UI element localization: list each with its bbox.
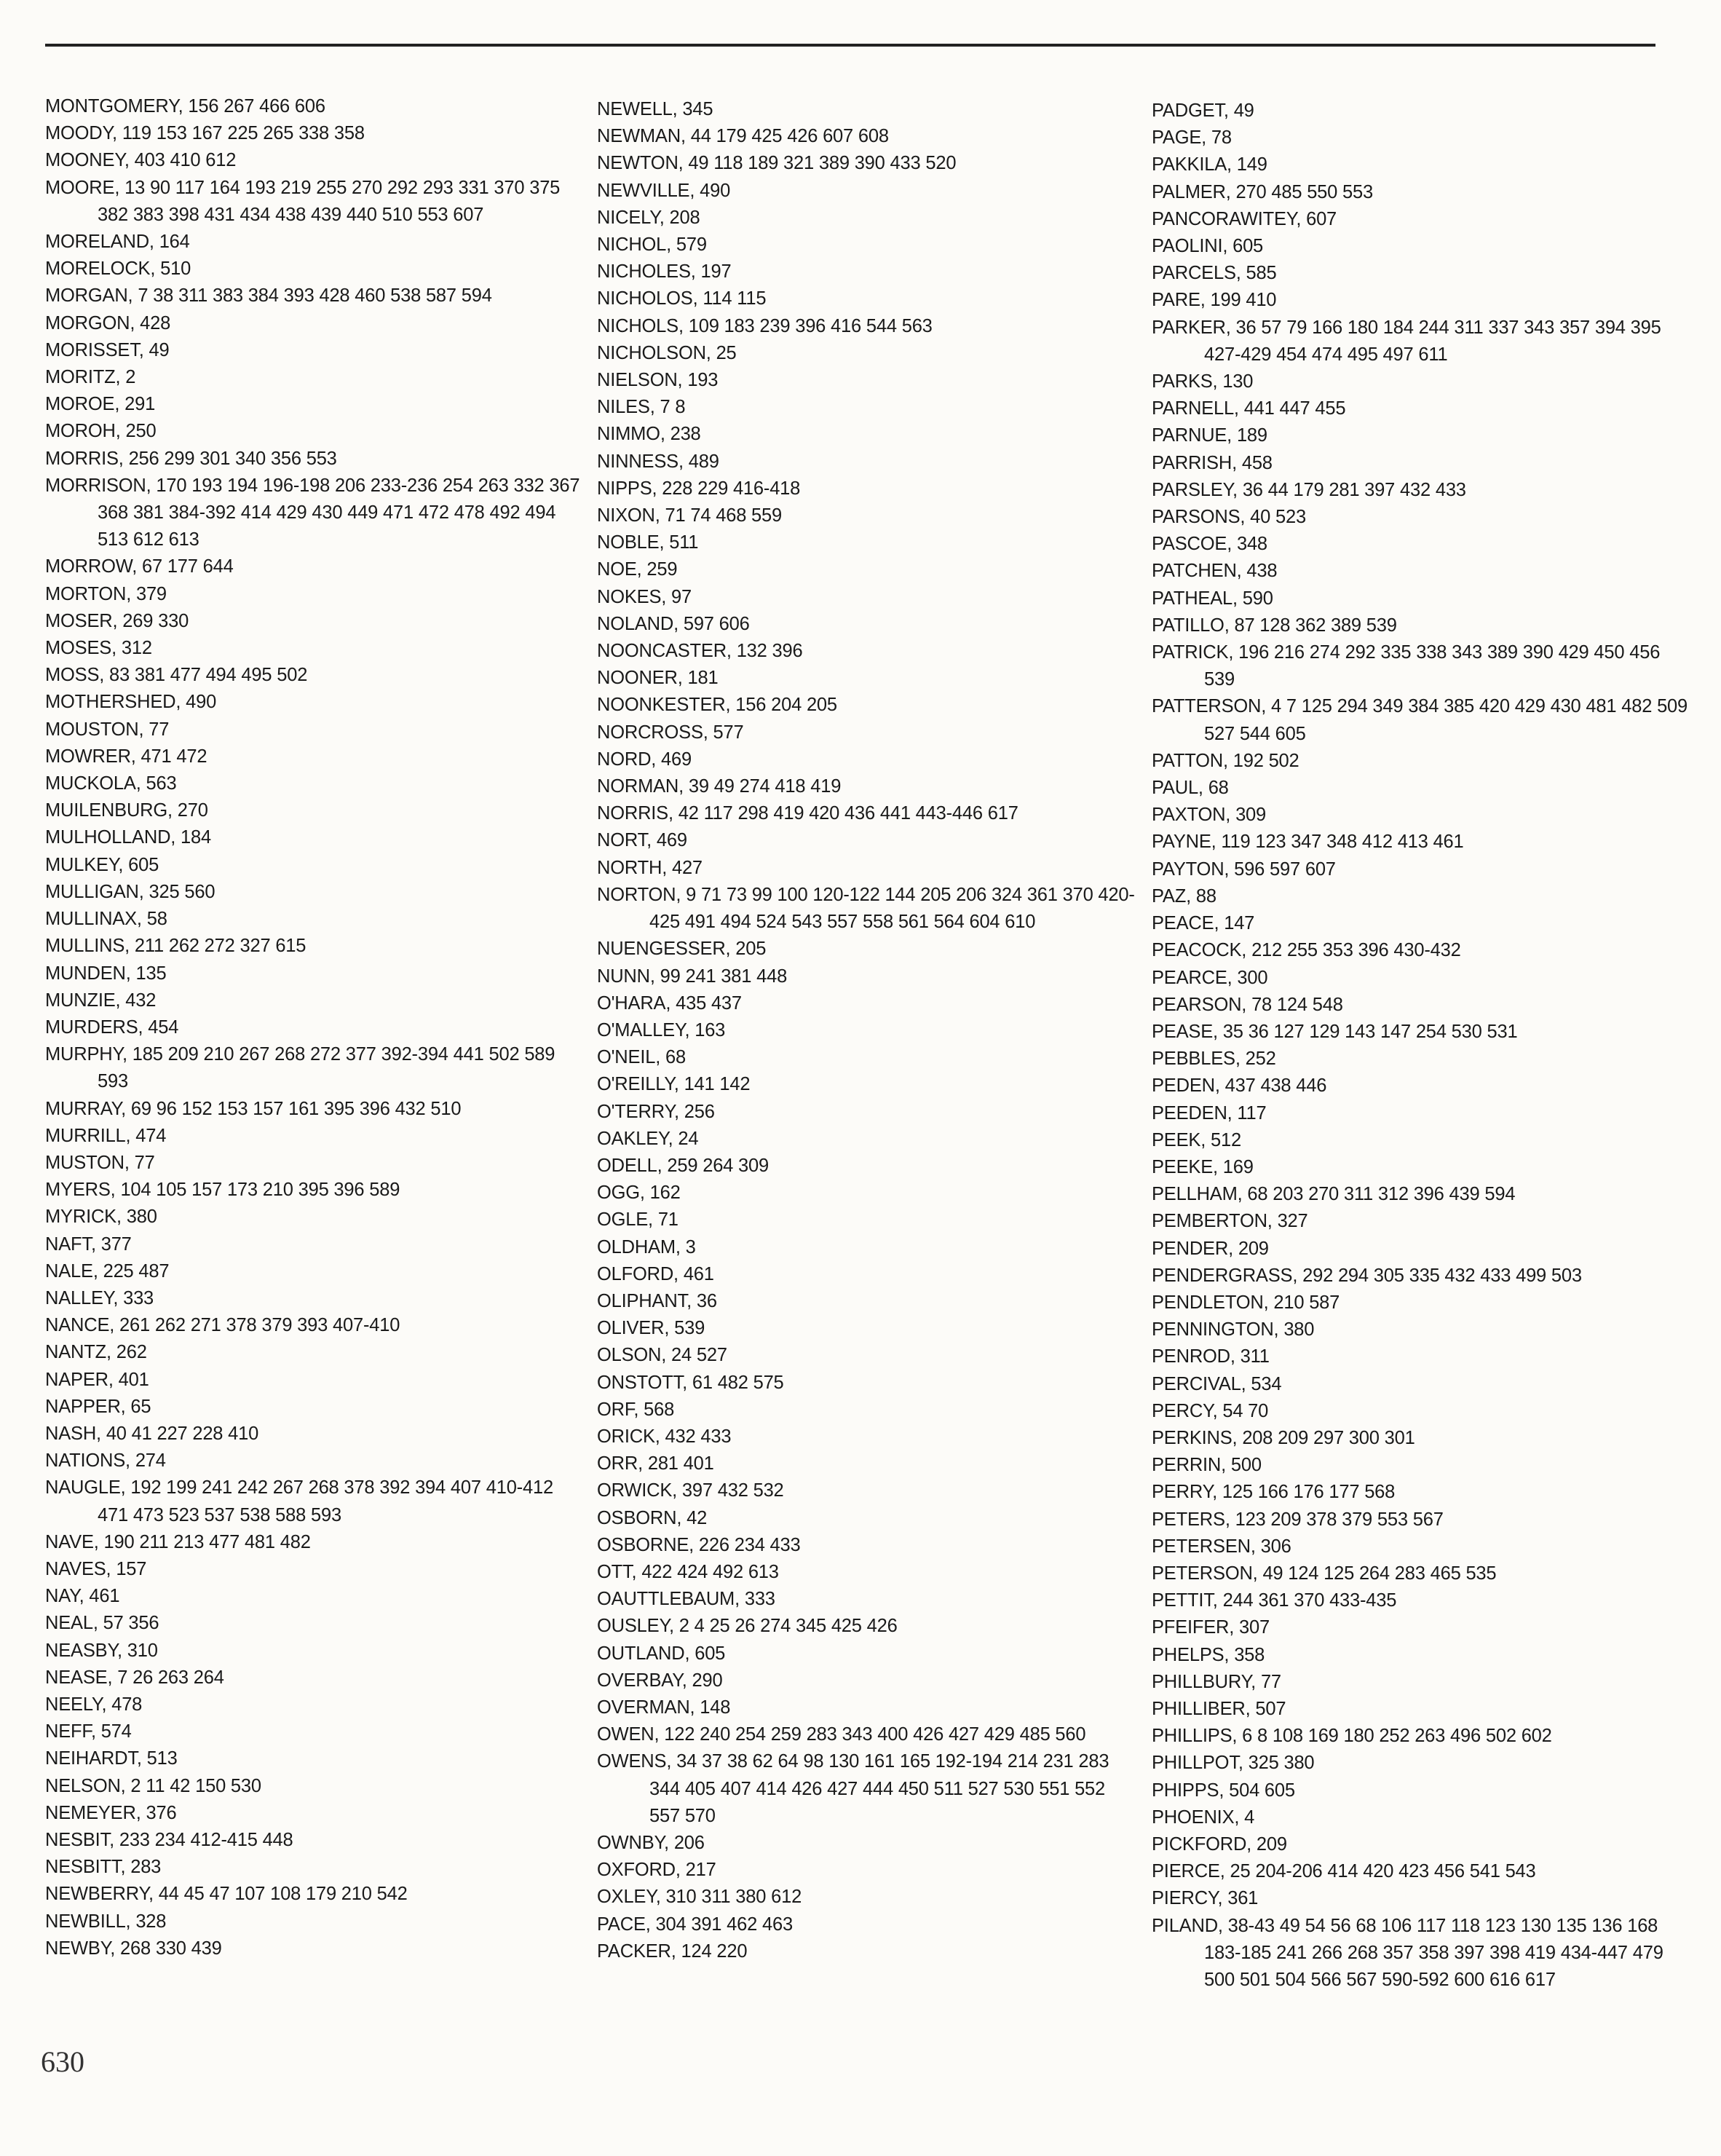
index-entry: NELSON, 2 11 42 150 530 [45, 1775, 261, 1796]
index-entry: PARCELS, 585 [1152, 263, 1277, 284]
index-entry: MOSS, 83 381 477 494 495 502 [45, 665, 308, 686]
index-entry: NORMAN, 39 49 274 418 419 [597, 776, 842, 797]
index-entry: NICHOLS, 109 183 239 396 416 544 563 [597, 315, 933, 336]
index-entry: PERKINS, 208 209 297 300 301 [1152, 1427, 1415, 1448]
index-column-1 [45, 93, 584, 1962]
index-entry: MOTHERSHED, 490 [45, 692, 217, 713]
index-entry: NOONCASTER, 132 396 [597, 641, 803, 662]
index-entry: OWNBY, 206 [597, 1833, 705, 1853]
index-entry: MOSES, 312 [45, 638, 152, 659]
index-entry: PAXTON, 309 [1152, 805, 1267, 826]
index-entry: MORRISON, 170 193 194 196-198 206 233-236 254 263 332 367 368 381 384-392 414 429 430 449 471 472 478 492 494 513 612 613 [45, 475, 580, 550]
index-entry: ONSTOTT, 61 482 575 [597, 1372, 784, 1393]
index-entry: PHOENIX, 4 [1152, 1806, 1255, 1828]
index-entry: PAYTON, 596 597 607 [1152, 858, 1336, 880]
index-entry: NEWTON, 49 118 189 321 389 390 433 520 [597, 153, 957, 174]
index-entry: MUSTON, 77 [45, 1152, 155, 1173]
index-entry: OGG, 162 [597, 1182, 681, 1204]
index-entry: OLSON, 24 527 [597, 1345, 727, 1366]
index-entry: NEFF, 574 [45, 1721, 132, 1742]
index-entry: PATRICK, 196 216 274 292 335 338 343 389 390 429 450 456 539 [1152, 642, 1661, 690]
index-entry: OVERMAN, 148 [597, 1697, 731, 1718]
index-entry: NUNN, 99 241 381 448 [597, 966, 788, 987]
index-entry: MORTON, 379 [45, 583, 167, 604]
index-entry: PERRY, 125 166 176 177 568 [1152, 1482, 1396, 1503]
index-entry: MUNZIE, 432 [45, 990, 157, 1011]
index-entry: NAUGLE, 192 199 241 242 267 268 378 392 394 407 410-412 471 473 523 537 538 588 593 [45, 1477, 553, 1525]
index-entry: PARNUE, 189 [1152, 425, 1267, 446]
index-entry: PARKER, 36 57 79 166 180 184 244 311 337 343 357 394 395 427-429 454 474 495 497 611 [1152, 317, 1661, 365]
index-entry: PAUL, 68 [1152, 778, 1229, 799]
index-entry: ODELL, 259 264 309 [597, 1155, 769, 1176]
index-entry: PAOLINI, 605 [1152, 236, 1264, 257]
index-entry: MURRAY, 69 96 152 153 157 161 395 396 432 510 [45, 1098, 462, 1119]
index-entry: PADGET, 49 [1152, 100, 1254, 121]
index-entry: NOKES, 97 [597, 586, 692, 607]
index-entry: NATIONS, 274 [45, 1450, 166, 1472]
index-entry: ORWICK, 397 432 532 [597, 1480, 784, 1501]
index-entry: OWEN, 122 240 254 259 283 343 400 426 427 429 485 560 [597, 1724, 1086, 1745]
index-entry: O'TERRY, 256 [597, 1101, 715, 1122]
index-entry: PEACOCK, 212 255 353 396 430-432 [1152, 940, 1461, 961]
index-entry: PIERCE, 25 204-206 414 420 423 456 541 543 [1152, 1861, 1536, 1882]
index-entry: MOSER, 269 330 [45, 610, 189, 631]
index-entry: NICHOLOS, 114 115 [597, 288, 767, 309]
index-entry: OSBORN, 42 [597, 1507, 708, 1528]
index-entry: NEWMAN, 44 179 425 426 607 608 [597, 126, 889, 147]
index-entry: PACKER, 124 220 [597, 1940, 748, 1962]
index-entry: OXLEY, 310 311 380 612 [597, 1887, 802, 1908]
index-entry: NEAL, 57 356 [45, 1613, 159, 1634]
index-entry: PETERS, 123 209 378 379 553 567 [1152, 1509, 1444, 1530]
index-entry: NEWVILLE, 490 [597, 180, 731, 201]
index-entry: MUCKOLA, 563 [45, 773, 177, 794]
index-entry: MONTGOMERY, 156 267 466 606 [45, 96, 325, 117]
index-entry: OAUTTLEBAUM, 333 [597, 1589, 775, 1610]
index-entry: PHILLIBER, 507 [1152, 1698, 1286, 1719]
index-entry: NUENGESSER, 205 [597, 939, 767, 960]
index-entry: PENROD, 311 [1152, 1346, 1270, 1367]
index-entry: MOROE, 291 [45, 394, 156, 415]
index-entry: PENNINGTON, 380 [1152, 1319, 1315, 1340]
index-entry: NAPPER, 65 [45, 1396, 151, 1417]
index-entry: MULLINAX, 58 [45, 909, 167, 930]
index-entry: PHILLBURY, 77 [1152, 1671, 1281, 1692]
index-entry: OAKLEY, 24 [597, 1128, 699, 1149]
index-entry: MORISSET, 49 [45, 339, 170, 360]
index-columns [0, 92, 1721, 2058]
index-entry: NAVES, 157 [45, 1558, 147, 1579]
index-entry: PENDLETON, 210 587 [1152, 1292, 1340, 1313]
index-entry: OTT, 422 424 492 613 [597, 1561, 779, 1582]
index-entry: PEEKE, 169 [1152, 1156, 1254, 1177]
index-entry: PEBBLES, 252 [1152, 1049, 1276, 1070]
index-entry: NALE, 225 487 [45, 1260, 170, 1282]
index-entry: OSBORNE, 226 234 433 [597, 1534, 801, 1555]
index-entry: NEELY, 478 [45, 1694, 143, 1715]
index-entry: MYRICK, 380 [45, 1207, 157, 1228]
index-entry: NINNESS, 489 [597, 451, 719, 472]
index-entry: PHELPS, 358 [1152, 1644, 1265, 1665]
index-entry: NICHOL, 579 [597, 234, 707, 256]
index-entry: MOUSTON, 77 [45, 719, 170, 740]
index-entry: NOBLE, 511 [597, 532, 699, 553]
page-number: 630 [41, 2045, 84, 2078]
index-entry: PATILLO, 87 128 362 389 539 [1152, 615, 1397, 636]
index-entry: NANCE, 261 262 271 378 379 393 407-410 [45, 1315, 400, 1336]
index-entry: OWENS, 34 37 38 62 64 98 130 161 165 192-194 214 231 283 344 405 407 414 426 427 444 450 511 527 530 551 552 557 570 [597, 1751, 1109, 1826]
index-entry: MORRIS, 256 299 301 340 356 553 [45, 448, 337, 469]
index-entry: NIELSON, 193 [597, 370, 719, 391]
index-entry: PEASE, 35 36 127 129 143 147 254 530 531 [1152, 1021, 1518, 1042]
index-entry: MORGAN, 7 38 311 383 384 393 428 460 538 587 594 [45, 285, 492, 307]
index-entry: NAY, 461 [45, 1586, 120, 1607]
index-entry: PEEK, 512 [1152, 1129, 1241, 1150]
index-entry: PATCHEN, 438 [1152, 561, 1278, 582]
index-entry: MORELOCK, 510 [45, 258, 191, 280]
index-entry: NEASBY, 310 [45, 1640, 158, 1661]
index-entry: PICKFORD, 209 [1152, 1834, 1287, 1855]
index-entry: PANCORAWITEY, 607 [1152, 208, 1337, 229]
index-entry: NANTZ, 262 [45, 1342, 147, 1363]
index-entry: O'NEIL, 68 [597, 1047, 686, 1068]
index-entry: PERRIN, 500 [1152, 1455, 1262, 1476]
index-entry: OLIPHANT, 36 [597, 1290, 717, 1311]
index-entry: NORRIS, 42 117 298 419 420 436 441 443-446 617 [597, 803, 1018, 824]
index-entry: PARRISH, 458 [1152, 452, 1273, 473]
index-entry: NICHOLES, 197 [597, 261, 732, 283]
index-entry: PIERCY, 361 [1152, 1888, 1259, 1909]
index-entry: ORICK, 432 433 [597, 1426, 732, 1447]
index-entry: NEMEYER, 376 [45, 1802, 177, 1823]
index-entry: PERCY, 54 70 [1152, 1400, 1269, 1421]
index-entry: NOONKESTER, 156 204 205 [597, 695, 837, 716]
index-entry: PILAND, 38-43 49 54 56 68 106 117 118 123 130 135 136 168 183-185 241 266 268 357 358 397 398 419 434-447 479 500 501 504 566 567 590-592 600 616 617 [1152, 1915, 1663, 1991]
index-entry: PHILLPOT, 325 380 [1152, 1753, 1315, 1774]
index-entry: MULLINS, 211 262 272 327 615 [45, 936, 306, 957]
index-entry: OLIVER, 539 [597, 1318, 705, 1339]
index-entry: PALMER, 270 485 550 553 [1152, 181, 1373, 202]
index-entry: MORGON, 428 [45, 312, 171, 333]
index-entry: PEACE, 147 [1152, 913, 1255, 934]
index-entry: MYERS, 104 105 157 173 210 395 396 589 [45, 1180, 400, 1201]
index-entry: NIXON, 71 74 468 559 [597, 505, 783, 526]
index-column-3 [1152, 98, 1690, 1994]
index-entry: NOONER, 181 [597, 668, 719, 689]
index-entry: OLDHAM, 3 [597, 1236, 696, 1257]
index-entry: PEDEN, 437 438 446 [1152, 1075, 1327, 1097]
index-entry: PEARSON, 78 124 548 [1152, 994, 1343, 1015]
index-entry: NOE, 259 [597, 559, 678, 580]
index-entry: PATTON, 192 502 [1152, 750, 1299, 771]
index-entry: NASH, 40 41 227 228 410 [45, 1423, 259, 1444]
index-entry: MURRILL, 474 [45, 1125, 167, 1146]
index-entry: MOORE, 13 90 117 164 193 219 255 270 292 293 331 370 375 382 383 398 431 434 438 439 440 510 553 607 [45, 177, 561, 225]
index-entry: PARSONS, 40 523 [1152, 507, 1306, 528]
index-entry: MOONEY, 403 410 612 [45, 150, 237, 171]
index-entry: MUILENBURG, 270 [45, 800, 208, 821]
index-column-2 [597, 96, 1136, 1965]
index-entry: NICELY, 208 [597, 207, 700, 228]
index-entry: NIPPS, 228 229 416-418 [597, 478, 801, 499]
index-entry: MORITZ, 2 [45, 367, 136, 388]
index-entry: OLFORD, 461 [597, 1263, 714, 1284]
index-entry: NIMMO, 238 [597, 424, 701, 445]
index-entry: PETERSEN, 306 [1152, 1536, 1291, 1557]
index-entry: OUTLAND, 605 [597, 1643, 726, 1664]
index-entry: NEWBERRY, 44 45 47 107 108 179 210 542 [45, 1884, 408, 1905]
index-entry: PAGE, 78 [1152, 127, 1232, 149]
index-entry: PAYNE, 119 123 347 348 412 413 461 [1152, 832, 1464, 853]
index-entry: NEWBILL, 328 [45, 1911, 167, 1932]
index-entry: MULLIGAN, 325 560 [45, 881, 215, 902]
index-entry: OGLE, 71 [597, 1209, 678, 1231]
index-entry: NALLEY, 333 [45, 1287, 154, 1308]
index-entry: PATTERSON, 4 7 125 294 349 384 385 420 429 430 481 482 509 527 544 605 [1152, 696, 1688, 744]
index-entry: NESBIT, 233 234 412-415 448 [45, 1830, 293, 1850]
index-entry: MOROH, 250 [45, 421, 157, 442]
index-entry: MULKEY, 605 [45, 854, 159, 875]
index-entry: MOODY, 119 153 167 225 265 338 358 [45, 123, 365, 144]
index-entry: PARSLEY, 36 44 179 281 397 432 433 [1152, 479, 1466, 500]
index-entry: NICHOLSON, 25 [597, 342, 737, 363]
index-entry: PAZ, 88 [1152, 885, 1216, 907]
index-entry: PEMBERTON, 327 [1152, 1211, 1308, 1232]
index-entry: PETTIT, 244 361 370 433-435 [1152, 1590, 1397, 1611]
index-entry: PASCOE, 348 [1152, 534, 1267, 555]
index-entry: PAKKILA, 149 [1152, 154, 1267, 175]
index-entry: O'HARA, 435 437 [597, 992, 742, 1014]
index-entry: NEWELL, 345 [597, 99, 713, 119]
index-entry: OXFORD, 217 [597, 1860, 716, 1881]
index-entry: PEEDEN, 117 [1152, 1102, 1267, 1124]
index-entry: NILES, 7 8 [597, 397, 686, 418]
index-entry: PEARCE, 300 [1152, 967, 1268, 988]
index-entry: NORT, 469 [597, 830, 687, 851]
index-entry: PFEIFER, 307 [1152, 1617, 1270, 1638]
index-entry: NEIHARDT, 513 [45, 1748, 178, 1769]
index-entry: MULHOLLAND, 184 [45, 827, 212, 848]
index-entry: MURPHY, 185 209 210 267 268 272 377 392-394 441 502 589 593 [45, 1044, 555, 1092]
index-entry: O'REILLY, 141 142 [597, 1074, 751, 1095]
index-entry: NORD, 469 [597, 749, 692, 770]
index-entry: PENDER, 209 [1152, 1238, 1269, 1259]
index-entry: NOLAND, 597 606 [597, 613, 750, 634]
index-entry: PATHEAL, 590 [1152, 588, 1273, 609]
index-entry: PETERSON, 49 124 125 264 283 465 535 [1152, 1563, 1497, 1584]
index-entry: NORTH, 427 [597, 857, 703, 878]
index-entry: MOWRER, 471 472 [45, 746, 207, 767]
index-entry: MORELAND, 164 [45, 232, 190, 253]
index-entry: PARKS, 130 [1152, 371, 1254, 392]
index-entry: NEASE, 7 26 263 264 [45, 1667, 224, 1688]
index-entry: ORF, 568 [597, 1399, 675, 1420]
index-entry: PHILLIPS, 6 8 108 169 180 252 263 496 502 602 [1152, 1726, 1552, 1747]
index-entry: PENDERGRASS, 292 294 305 335 432 433 499 503 [1152, 1265, 1582, 1286]
index-entry: PELLHAM, 68 203 270 311 312 396 439 594 [1152, 1184, 1516, 1205]
index-entry: O'MALLEY, 163 [597, 1019, 726, 1041]
index-entry: OUSLEY, 2 4 25 26 274 345 425 426 [597, 1616, 898, 1637]
index-entry: MURDERS, 454 [45, 1016, 179, 1038]
index-entry: PARE, 199 410 [1152, 290, 1277, 311]
header-rule [45, 44, 1655, 47]
index-entry: NAVE, 190 211 213 477 481 482 [45, 1531, 311, 1552]
index-entry: PHIPPS, 504 605 [1152, 1780, 1295, 1801]
index-entry: PERCIVAL, 534 [1152, 1373, 1282, 1394]
index-entry: NAPER, 401 [45, 1369, 149, 1390]
index-entry: NAFT, 377 [45, 1233, 132, 1255]
index-entry: OVERBAY, 290 [597, 1670, 723, 1691]
index-entry: MORROW, 67 177 644 [45, 556, 234, 577]
index-entry: MUNDEN, 135 [45, 963, 167, 984]
index-entry: PACE, 304 391 462 463 [597, 1914, 793, 1935]
index-entry: PARNELL, 441 447 455 [1152, 398, 1346, 419]
index-entry: NORCROSS, 577 [597, 722, 744, 743]
index-entry: NEWBY, 268 330 439 [45, 1938, 222, 1959]
index-entry: ORR, 281 401 [597, 1453, 714, 1474]
index-entry: NESBITT, 283 [45, 1857, 162, 1878]
index-entry: NORTON, 9 71 73 99 100 120-122 144 205 206 324 361 370 420-425 491 494 524 543 557 558 561 564 604 610 [597, 884, 1135, 933]
